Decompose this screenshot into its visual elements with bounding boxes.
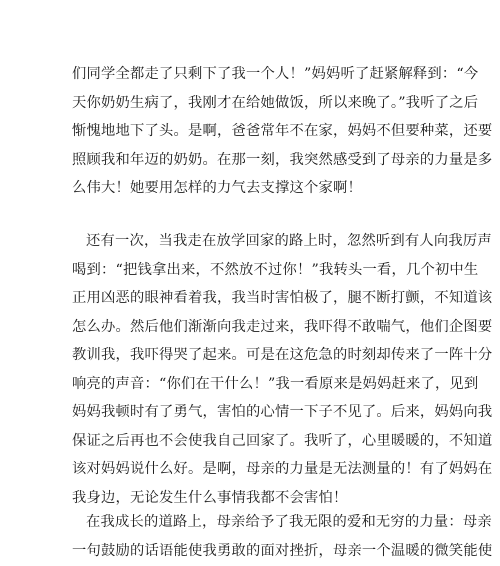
text-line: 喝到：“把钱拿出来，不然放不过你！”我转头一看，几个初中生 bbox=[72, 261, 479, 278]
text-line: 还有一次，当我走在放学回家的路上时，忽然听到有人向我厉声 bbox=[86, 233, 492, 249]
text-line: 教训我，我吓得哭了起来。可是在这危急的时刻却传来了一阵十分 bbox=[72, 347, 493, 363]
text-line: 正用凶恶的眼神看着我，我当时害怕极了，腿不断打颤，不知道该 bbox=[72, 290, 493, 306]
text-line: 该对妈妈说什么好。是啊，母亲的力量是无法测量的！有了妈妈在 bbox=[72, 461, 493, 477]
text-line: 响亮的声音：“你们在干什么！”我一看原来是妈妈赶来了，见到 bbox=[72, 375, 479, 392]
text-line: 们同学全都走了只剩下了我一个人！”妈妈听了赶紧解释到：“今 bbox=[72, 66, 479, 82]
text-line: 照顾我和年迈的奶奶。在那一刻，我突然感受到了母亲的力量是多 bbox=[72, 151, 493, 168]
text-line: 我身边，无论发生什么事情我都不会害怕！ bbox=[72, 489, 348, 506]
text-line: 在我成长的道路上，母亲给予了我无限的爱和无穷的力量：母亲 bbox=[86, 514, 492, 530]
paragraph-2 bbox=[72, 227, 493, 512]
text-line: 保证之后再也不会使我自己回家了。我听了，心里暖暖的，不知道 bbox=[72, 432, 493, 449]
paragraph-3 bbox=[72, 508, 493, 565]
text-line: 一句鼓励的话语能使我勇敢的面对挫折，母亲一个温暖的微笑能使 bbox=[72, 542, 493, 559]
paragraph-1 bbox=[72, 60, 493, 203]
text-line: 天你奶奶生病了，我刚才在给她做饭，所以来晚了。”我听了之后 bbox=[72, 94, 479, 111]
text-line: 怎么办。然后他们渐渐向我走过来，我吓得不敢喘气，他们企图要 bbox=[72, 318, 493, 335]
text-line: 妈妈我顿时有了勇气，害怕的心情一下子不见了。后来，妈妈向我 bbox=[72, 404, 493, 420]
text-line: 惭愧地地下了头。是啊，爸爸常年不在家，妈妈不但要种菜，还要 bbox=[72, 123, 493, 139]
text-line: 么伟大！她要用怎样的力气去支撑这个家啊！ bbox=[72, 180, 362, 196]
